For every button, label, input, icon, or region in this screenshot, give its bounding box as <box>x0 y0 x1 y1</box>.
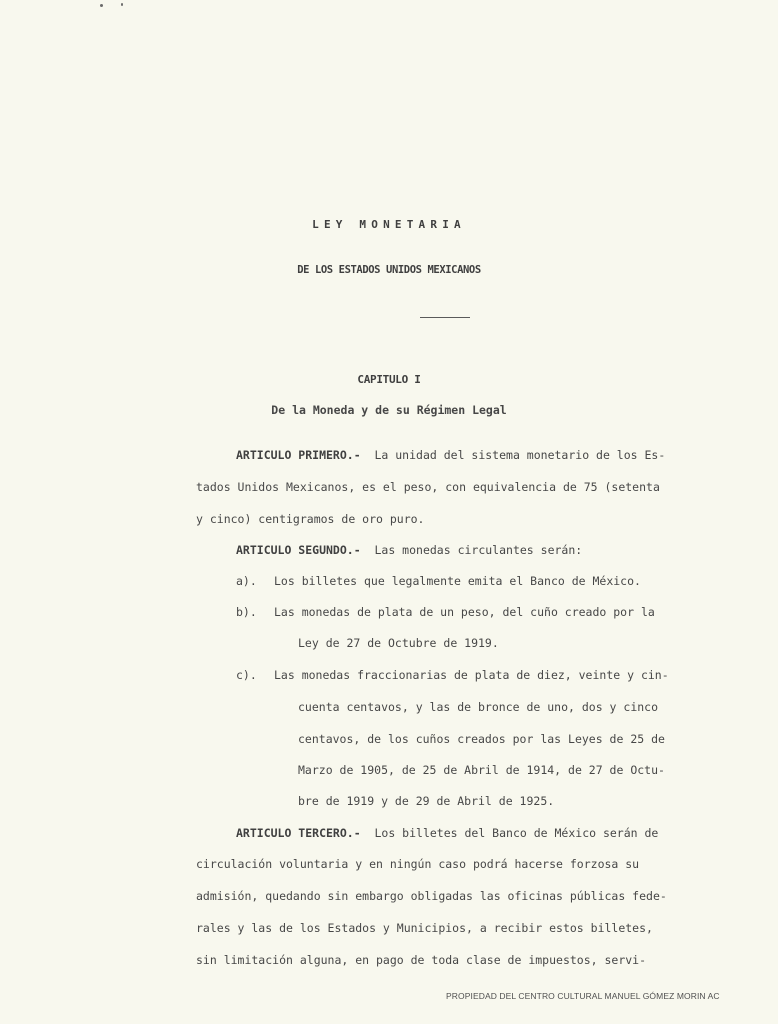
list-item-text: Las monedas fraccionarias de plata de diez, veinte y cin- <box>274 668 669 682</box>
article-2-intro: Las monedas circulantes serán: <box>374 543 583 557</box>
title-divider <box>420 317 470 318</box>
article-1-line-3: y cinco) centigramos de oro puro. <box>196 512 425 526</box>
list-item-text: Ley de 27 de Octubre de 1919. <box>298 636 499 650</box>
paper-speck <box>100 4 103 7</box>
chapter-subtitle: De la Moneda y de su Régimen Legal <box>271 403 507 417</box>
article-3-line-3: admisión, quedando sin embargo obligadas las oficinas públicas fede- <box>196 889 667 903</box>
paper-speck <box>121 3 123 6</box>
list-item-text: centavos, de los cuños creados por las Leyes de 25 de <box>298 732 665 746</box>
article-1-heading: ARTICULO PRIMERO.- <box>236 448 361 462</box>
article-3-line-1 <box>236 826 658 840</box>
list-item-text: Los billetes que legalmente emita el Banco de México. <box>274 574 641 588</box>
ownership-watermark: PROPIEDAD DEL CENTRO CULTURAL MANUEL GÓMEZ MORIN AC <box>446 991 720 1001</box>
list-item-text: Las monedas de plata de un peso, del cuño creado por la <box>274 605 655 619</box>
chapter-heading: CAPITULO I <box>357 373 421 386</box>
document-title: LEY MONETARIA <box>312 218 466 231</box>
article-3-line-4: rales y las de los Estados y Municipios, a recibir estos billetes, <box>196 921 653 935</box>
list-item-marker: b). <box>236 605 257 619</box>
article-1-line-2: tados Unidos Mexicanos, es el peso, con equivalencia de 75 (setenta <box>196 480 660 494</box>
article-3-line-5: sin limitación alguna, en pago de toda clase de impuestos, servi- <box>196 953 647 967</box>
document-subtitle: DE LOS ESTADOS UNIDOS MEXICANOS <box>297 264 481 276</box>
article-2-line-1 <box>236 543 582 557</box>
list-item-marker: a). <box>236 574 257 588</box>
article-3-heading: ARTICULO TERCERO.- <box>236 826 361 840</box>
article-1-text: La unidad del sistema monetario de los Es- <box>374 448 666 462</box>
article-3-line-2: circulación voluntaria y en ningún caso podrá hacerse forzosa su <box>196 857 640 871</box>
list-item-text: bre de 1919 y de 29 de Abril de 1925. <box>298 794 555 808</box>
article-2-heading: ARTICULO SEGUNDO.- <box>236 543 361 557</box>
article-1-line-1 <box>236 448 665 462</box>
article-3-text: Los billetes del Banco de México serán de <box>374 826 659 840</box>
list-item-text: cuenta centavos, y las de bronce de uno, dos y cinco <box>298 700 659 714</box>
list-item-marker: c). <box>236 668 257 682</box>
list-item-text: Marzo de 1905, de 25 de Abril de 1914, de 27 de Octu- <box>298 763 665 777</box>
